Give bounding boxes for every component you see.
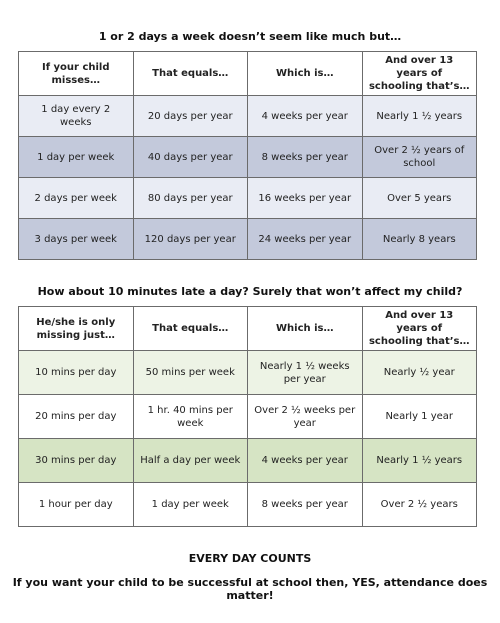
- header-cell: And over 13 years of schooling that’s…: [362, 307, 477, 351]
- table-cell: 8 weeks per year: [248, 137, 363, 178]
- lateness-table: [18, 306, 477, 527]
- table-cell: Nearly 1 year: [362, 395, 477, 439]
- table-cell: Over 5 years: [362, 178, 477, 219]
- footer-message: If you want your child to be successful at school then, YES, attendance does matter!: [12, 576, 488, 602]
- table-cell: 1 day per week: [133, 483, 248, 527]
- table-row: [19, 483, 477, 527]
- table-cell: Nearly 1 ½ years: [362, 439, 477, 483]
- table-cell: Nearly 1 ½ weeks per year: [248, 351, 363, 395]
- table-header-row: [19, 307, 477, 351]
- table-cell: 80 days per year: [133, 178, 248, 219]
- table-cell: Nearly 1 ½ years: [362, 96, 477, 137]
- table-cell: 1 day per week: [19, 137, 134, 178]
- header-cell: Which is…: [248, 307, 363, 351]
- table-cell: Over 2 ½ years of school: [362, 137, 477, 178]
- table-cell: Half a day per week: [133, 439, 248, 483]
- table-cell: Over 2 ½ years: [362, 483, 477, 527]
- table-row: [19, 137, 477, 178]
- table-cell: 40 days per year: [133, 137, 248, 178]
- table-cell: 4 weeks per year: [248, 96, 363, 137]
- header-cell: He/she is only missing just…: [19, 307, 134, 351]
- table-cell: Nearly 8 years: [362, 219, 477, 260]
- table-header-row: [19, 52, 477, 96]
- table-cell: 4 weeks per year: [248, 439, 363, 483]
- table-cell: 2 days per week: [19, 178, 134, 219]
- table-cell: Nearly ½ year: [362, 351, 477, 395]
- table-row: [19, 439, 477, 483]
- table-cell: 24 weeks per year: [248, 219, 363, 260]
- table-cell: 1 day every 2 weeks: [19, 96, 134, 137]
- table-cell: 16 weeks per year: [248, 178, 363, 219]
- table-row: [19, 351, 477, 395]
- footer-slogan: EVERY DAY COUNTS: [188, 552, 312, 565]
- table-cell: 8 weeks per year: [248, 483, 363, 527]
- table-cell: 1 hour per day: [19, 483, 134, 527]
- table-cell: 50 mins per week: [133, 351, 248, 395]
- header-cell: That equals…: [133, 52, 248, 96]
- table-row: [19, 96, 477, 137]
- header-cell: That equals…: [133, 307, 248, 351]
- table-cell: 20 days per year: [133, 96, 248, 137]
- table-cell: 120 days per year: [133, 219, 248, 260]
- header-cell: And over 13 years of schooling that’s…: [362, 52, 477, 96]
- table-row: [19, 395, 477, 439]
- table-cell: 3 days per week: [19, 219, 134, 260]
- section1-heading: 1 or 2 days a week doesn’t seem like much but…: [98, 30, 402, 43]
- table-cell: 10 mins per day: [19, 351, 134, 395]
- table-cell: Over 2 ½ weeks per year: [248, 395, 363, 439]
- table-cell: 1 hr. 40 mins per week: [133, 395, 248, 439]
- section2-heading: How about 10 minutes late a day? Surely that won’t affect my child?: [37, 285, 463, 298]
- absence-table: [18, 51, 477, 260]
- table-row: [19, 219, 477, 260]
- table-row: [19, 178, 477, 219]
- header-cell: Which is…: [248, 52, 363, 96]
- table-cell: 30 mins per day: [19, 439, 134, 483]
- header-cell: If your child misses…: [19, 52, 134, 96]
- table-cell: 20 mins per day: [19, 395, 134, 439]
